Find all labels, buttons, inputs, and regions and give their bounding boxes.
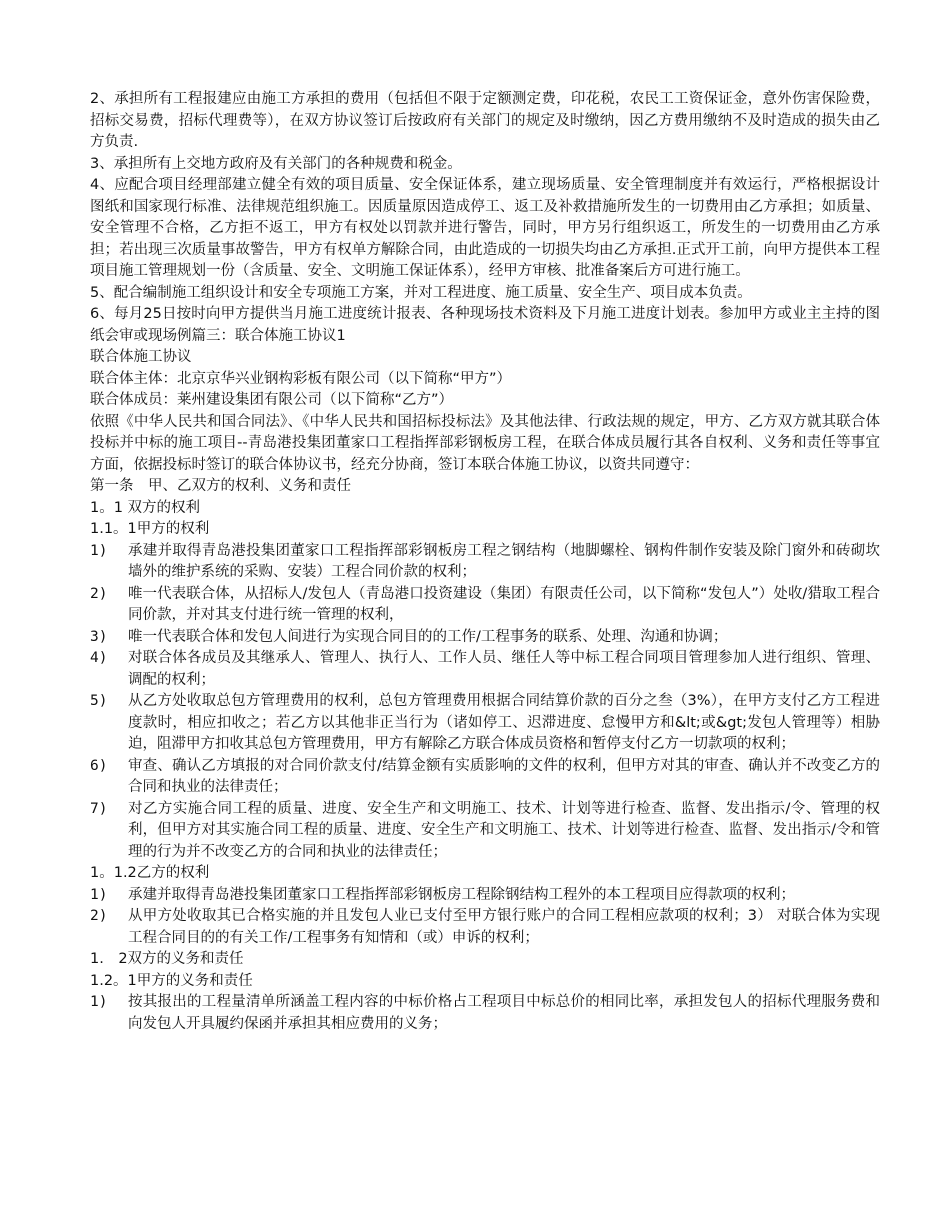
item-text: 对联合体各成员及其继承人、管理人、执行人、工作人员、继任人等中标工程合同项目管理参加人进行组织、管理、调配的权利； <box>128 650 880 688</box>
paragraph: 5、配合编制施工组织设计和安全专项施工方案，并对工程进度、施工质量、安全生产、项目成本负责。 <box>90 284 752 301</box>
preamble: 依照《中华人民共和国合同法》、《中华人民共和国招标投标法》及其他法律、行政法规的规定，甲方、乙方双方就其联合体投标并中标的施工项目--青岛港投集团董家口工程指挥部彩钢板房工程，在联合体成员履行其各自权利、义务和责任等事宜方面，依据投标时签订的联合体协议书，经充分协商，签订本联合体施工协议，以资共同遵守： <box>90 413 880 473</box>
item-number: 5) <box>90 693 108 709</box>
document-page <box>90 89 880 1035</box>
item-number: 7) <box>90 800 108 817</box>
paragraph: 3、承担所有上交地方政府及有关部门的各种规费和税金。 <box>90 155 462 172</box>
list-item <box>90 906 880 949</box>
list-item <box>90 799 880 864</box>
paragraph: 2、承担所有工程报建应由施工方承担的费用（包括但不限于定额测定费，印花税，农民工工资保证金，意外伤害保险费，招标交易费，招标代理费等），在双方协议签订后按政府有关部门的规定及时缴纳，因乙方费用缴纳不及时造成的损失由乙方负责. <box>90 91 880 150</box>
list-item <box>90 541 880 584</box>
list-item <box>90 648 880 691</box>
subsection-heading: 1.1。1甲方的权利 <box>90 521 210 537</box>
item-text: 从甲方处收取其已合格实施的并且发包人业已支付至甲方银行账户的合同工程相应款项的权利；3） 对联合体为实现工程合同目的的有关工作/工程事务有知情和（或）申诉的权利； <box>128 908 880 946</box>
list-item <box>90 756 880 799</box>
item-number: 1) <box>90 886 108 903</box>
item-number: 6) <box>90 757 108 774</box>
item-text: 审查、确认乙方填报的对合同价款支付/结算金额有实质影响的文件的权利，但甲方对其的审查、确认并不改变乙方的合同和执业的法律责任； <box>128 757 880 795</box>
list-item <box>90 885 880 907</box>
item-text: 唯一代表联合体，从招标人/发包人（青岛港口投资建设（集团）有限责任公司，以下简称“发包人”）处收/猎取工程合同价款，并对其支付进行统一管理的权利， <box>128 585 880 623</box>
list-item <box>90 992 880 1035</box>
article-heading: 第一条 甲、乙双方的权利、义务和责任 <box>90 478 351 494</box>
item-number: 4) <box>90 650 108 666</box>
item-number: 1) <box>90 542 108 559</box>
subsection-heading: 1。1.2乙方的权利 <box>90 865 210 881</box>
item-text: 唯一代表联合体和发包人间进行为实现合同目的的工作/工程事务的联系、处理、沟通和协调； <box>128 628 728 645</box>
item-text: 承建并取得青岛港投集团董家口工程指挥部彩钢板房工程之钢结构（地脚螺栓、钢构件制作安装及除门窗外和砖砌坎墙外的维护系统的采购、安装）工程合同价款的权利； <box>128 542 880 580</box>
item-text: 对乙方实施合同工程的质量、进度、安全生产和文明施工、技术、计划等进行检查、监督、发出指示/令、管理的权利，但甲方对其实施合同工程的质量、进度、安全生产和文明施工、技术、计划等进行检查、监督、发出指示/令和管理的行为并不改变乙方的合同和执业的法律责任； <box>128 800 880 860</box>
item-number: 2) <box>90 908 108 924</box>
item-number: 2) <box>90 585 108 602</box>
item-text: 从乙方处收取总包方管理费用的权利，总包方管理费用根据合同结算价款的百分之叁（3%），在甲方支付乙方工程进度款时，相应扣收之；若乙方以其他非正当行为（诸如停工、迟滞进度、怠慢甲方和&lt;或&gt;发包人管理等）相胁迫，阻滞甲方扣收其总包方管理费用，甲方有解除乙方联合体成员资格和暂停支付乙方一切款项的权利； <box>128 693 880 752</box>
item-text: 承建并取得青岛港投集团董家口工程指挥部彩钢板房工程除钢结构工程外的本工程项目应得款项的权利； <box>128 886 795 903</box>
item-number: 1) <box>90 994 108 1010</box>
item-number: 3) <box>90 628 108 645</box>
list-item <box>90 691 880 756</box>
paragraph: 6、每月25日按时向甲方提供当月施工进度统计报表、各种现场技术资料及下月施工进度计划表。参加甲方或业主主持的图纸会审或现场例篇三：联合体施工协议1 <box>90 306 880 344</box>
section-heading: 1。1 双方的权利 <box>90 499 201 516</box>
item-text: 按其报出的工程量清单所涵盖工程内容的中标价格占工程项目中标总价的相同比率，承担发包人的招标代理服务费和向发包人开具履约保函并承担其相应费用的义务； <box>128 994 880 1032</box>
party-b-line: 联合体成员：莱州建设集团有限公司（以下简称“乙方”） <box>90 392 454 408</box>
section-heading: 1. 2双方的义务和责任 <box>90 951 244 967</box>
list-item <box>90 627 880 649</box>
list-item <box>90 584 880 627</box>
document-title: 联合体施工协议 <box>90 349 192 365</box>
paragraph: 4、应配合项目经理部建立健全有效的项目质量、安全保证体系，建立现场质量、安全管理制度并有效运行，严格根据设计图纸和国家现行标准、法律规范组织施工。因质量原因造成停工、返工及补救措施所发生的一切费用由乙方承担；如质量、安全管理不合格，乙方拒不返工，甲方有权处以罚款并进行警告，同时，甲方另行组织返工，所发生的一切费用由乙方承担；若出现三次质量事故警告，甲方有权单方解除合同，由此造成的一切损失均由乙方承担.正式开工前，向甲方提供本工程项目施工管理规划一份（含质量、安全、文明施工保证体系），经甲方审核、批准备案后方可进行施工。 <box>90 177 880 279</box>
party-a-line: 联合体主体：北京京华兴业钢构彩板有限公司（以下简称“甲方”） <box>90 370 512 387</box>
subsection-heading: 1.2。1甲方的义务和责任 <box>90 972 253 989</box>
